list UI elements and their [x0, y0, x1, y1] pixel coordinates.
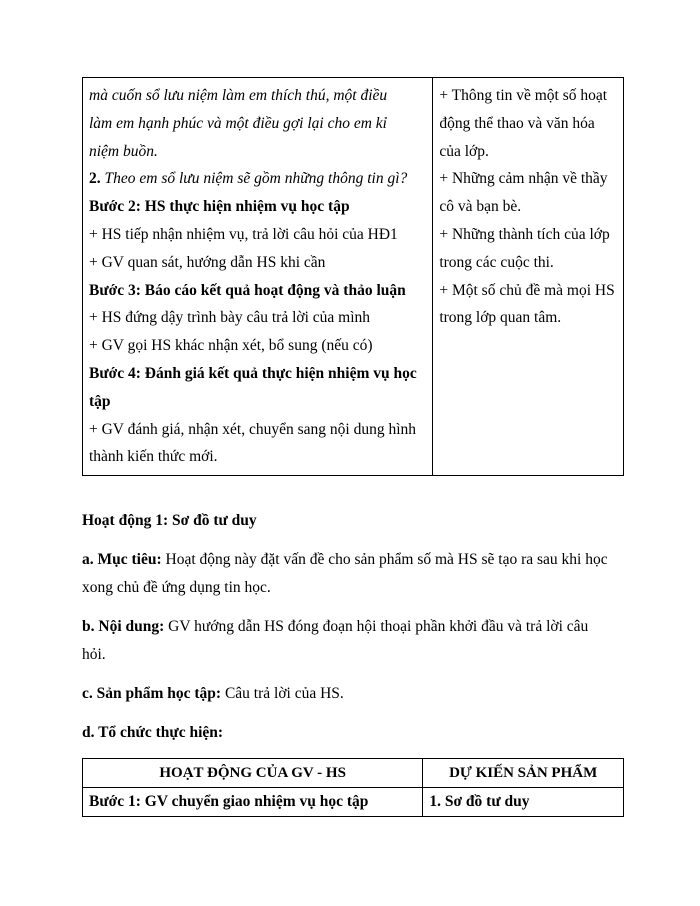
table-row: [83, 788, 624, 817]
text-line: + HS đứng dậy trình bày câu trả lời của mình: [89, 309, 371, 327]
organization-heading: d. Tổ chức thực hiện:: [82, 724, 224, 741]
text-line: + GV quan sát, hướng dẫn HS khi cần: [89, 253, 326, 271]
objective-line: [82, 550, 608, 570]
product-label: c. Sản phẩm học tập:: [82, 685, 222, 702]
text-line: làm em hạnh phúc và một điều gợi lại cho em kỉ: [89, 114, 387, 132]
content-line-2: hỏi.: [82, 646, 106, 663]
step-cell: Bước 1: GV chuyển giao nhiệm vụ học tập: [83, 788, 423, 817]
text-line: của lớp.: [439, 142, 489, 160]
text-line: cô và bạn bè.: [439, 198, 522, 216]
content-text: GV hướng dẫn HS đóng đoạn hội thoại phần khởi đầu và trả lời câu: [164, 618, 589, 635]
text-line: trong các cuộc thi.: [439, 253, 554, 271]
objective-label: a. Mục tiêu:: [82, 551, 162, 568]
expected-product-cell: [433, 78, 624, 476]
text-line: + HS tiếp nhận nhiệm vụ, trả lời câu hỏi của HĐ1: [89, 225, 398, 243]
teacher-student-activity-cell: [83, 78, 433, 476]
text-line: + GV đánh giá, nhận xét, chuyển sang nội dung hình: [89, 420, 417, 438]
product-text: Câu trả lời của HS.: [221, 685, 344, 702]
text-line: + Những cảm nhận về thầy: [439, 170, 608, 188]
question-line: [89, 165, 426, 193]
text-line: niệm buồn.: [89, 142, 158, 160]
content-line: [82, 617, 588, 637]
column-header-product: DỰ KIẾN SẢN PHẨM: [423, 759, 624, 788]
step-heading: Bước 3: Báo cáo kết quả hoạt động và thảo luận: [89, 281, 406, 299]
text-line: trong lớp quan tâm.: [439, 309, 562, 327]
product-line: [82, 684, 344, 704]
objective-line-2: xong chủ đề ứng dụng tin học.: [82, 579, 271, 596]
text-line: + GV gọi HS khác nhận xét, bổ sung (nếu có): [89, 337, 373, 355]
product-cell: 1. Sơ đồ tư duy: [423, 788, 624, 817]
content-label: b. Nội dung:: [82, 618, 165, 635]
text-line: + Những thành tích của lớp: [439, 225, 610, 243]
table-row: [83, 78, 624, 476]
column-header-activity: HOẠT ĐỘNG CỦA GV - HS: [83, 759, 423, 788]
question-text: Theo em sổ lưu niệm sẽ gồm những thông tin gì?: [100, 170, 408, 188]
text-line: mà cuốn sổ lưu niệm làm em thích thú, một điều: [89, 87, 388, 104]
step-heading: Bước 2: HS thực hiện nhiệm vụ học tập: [89, 198, 350, 216]
step-heading: tập: [89, 392, 111, 410]
question-number: 2.: [89, 170, 101, 188]
text-line: + Một số chủ đề mà mọi HS: [439, 281, 615, 299]
text-line: thành kiến thức mới.: [89, 448, 218, 466]
activity-title: Hoạt động 1: Sơ đồ tư duy: [82, 512, 257, 529]
step-heading: Bước 4: Đánh giá kết quả thực hiện nhiệm vụ học: [89, 364, 417, 382]
lesson-table-continued: [82, 77, 624, 476]
activity-table: [82, 758, 624, 817]
table-header-row: [83, 759, 624, 788]
objective-text: Hoạt động này đặt vấn đề cho sản phẩm số mà HS sẽ tạo ra sau khi học: [161, 551, 608, 568]
text-line: động thể thao và văn hóa: [439, 114, 595, 132]
text-line: + Thông tin về một số hoạt: [439, 87, 608, 104]
